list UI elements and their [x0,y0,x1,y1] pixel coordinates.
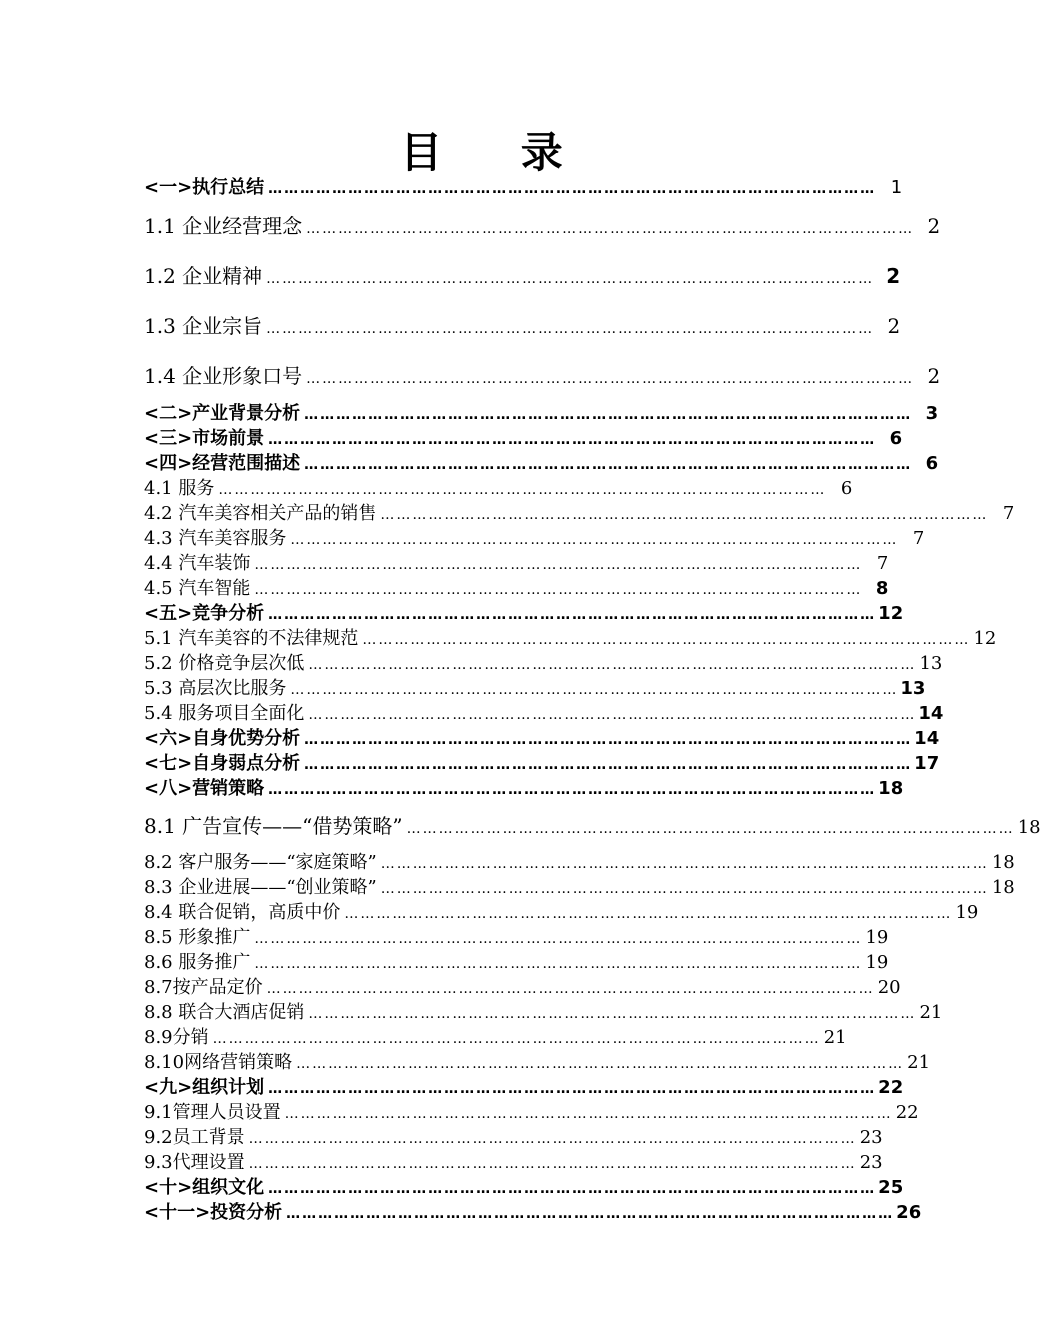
toc-entry-page: 6 [840,478,853,499]
toc-entry[interactable] [144,549,889,575]
toc-entry-page: 2 [887,314,901,338]
toc-entry[interactable] [144,774,904,800]
toc-entry[interactable] [144,424,903,450]
toc-entry-page: 6 [889,428,903,449]
toc-leader-dots: …………………………………………………………………………………………………… [254,931,863,947]
toc-leader-dots: …………………………………………………………………………………………………… [308,1006,917,1022]
toc-entry[interactable] [144,1148,883,1174]
toc-leader-dots: …………………………………………………………………………………………………… [308,707,917,723]
toc-leader-dots: …………………………………………………………………………………………………… [306,371,915,387]
toc-entry-label: <十一>投资分析 [144,1202,283,1223]
toc-entry[interactable] [144,873,1015,899]
toc-leader-dots: …………………………………………………………………………………………………… [266,321,875,337]
toc-entry-page: 13 [900,678,926,699]
toc-leader-dots: …………………………………………………………………………………………………… [290,682,899,698]
toc-leader-dots: …………………………………………………………………………………………………… [254,557,863,573]
toc-entry-page: 18 [878,778,904,799]
toc-leader-dots: …………………………………………………………………………………………………… [268,782,877,798]
toc-entry[interactable] [144,724,940,750]
toc-entry[interactable] [144,624,997,650]
toc-entry-page: 19 [865,927,889,948]
toc-entry-label: 1.1 企业经营理念 [144,214,303,238]
toc-entry[interactable] [144,1098,919,1124]
toc-entry-label: 8.9分销 [144,1027,209,1048]
toc-entry-label: 8.10网络营销策略 [144,1052,293,1073]
toc-entry-page: 26 [896,1202,922,1223]
toc-entry-label: <四>经营范围描述 [144,453,301,474]
toc-entry-label: 1.4 企业形象口号 [144,364,303,388]
toc-entry-label: 4.4 汽车装饰 [144,553,251,574]
toc-entry-label: 1.3 企业宗旨 [144,314,263,338]
toc-entry-page: 7 [876,553,889,574]
toc-entry[interactable] [144,674,926,700]
toc-entry[interactable] [144,998,943,1024]
toc-leader-dots: …………………………………………………………………………………………………… [286,1206,895,1222]
toc-entry-label: <六>自身优势分析 [144,728,301,749]
toc-entry-page: 20 [877,977,901,998]
toc-leader-dots: …………………………………………………………………………………………………… [344,906,953,922]
toc-entry-page: 21 [907,1052,931,1073]
toc-entry-page: 3 [925,403,939,424]
toc-entry-label: <二>产业背景分析 [144,403,301,424]
toc-entry-label: <五>竞争分析 [144,603,265,624]
toc-entry[interactable] [144,599,904,625]
toc-entry[interactable] [144,1123,883,1149]
toc-leader-dots: …………………………………………………………………………………………………… [304,407,913,423]
toc-entry[interactable] [144,449,939,475]
toc-entry-label: 1.2 企业精神 [144,264,263,288]
toc-leader-dots: …………………………………………………………………………………………………… [268,607,877,623]
toc-entry-page: 2 [886,264,901,288]
toc-entry-label: 8.6 服务推广 [144,952,251,973]
toc-entry[interactable] [144,1073,904,1099]
toc-entry-label: 4.5 汽车智能 [144,578,251,599]
toc-leader-dots: …………………………………………………………………………………………………… [306,221,915,237]
toc-entry-label: 8.8 联合大酒店促销 [144,1002,305,1023]
toc-leader-dots: …………………………………………………………………………………………………… [290,532,899,548]
toc-entry[interactable] [144,848,1015,874]
toc-entry-page: 14 [918,703,944,724]
toc-entry[interactable] [144,1198,922,1224]
toc-entry-page: 18 [991,877,1015,898]
toc-leader-dots: …………………………………………………………………………………………………… [248,1156,857,1172]
toc-entry[interactable] [144,474,853,500]
toc-entry-label: <七>自身弱点分析 [144,753,301,774]
toc-leader-dots: …………………………………………………………………………………………………… [268,181,877,197]
toc-entry-page: 19 [865,952,889,973]
toc-entry-label: 8.4 联合促销，高质中价 [144,902,341,923]
toc-entry-label: 4.1 服务 [144,478,215,499]
toc-entry-page: 8 [875,578,889,599]
toc-entry[interactable] [144,499,1015,525]
toc-leader-dots: …………………………………………………………………………………………………… [212,1031,821,1047]
toc-entry-page: 25 [878,1177,904,1198]
toc-entry[interactable] [144,260,901,289]
toc-entry-label: <十>组织文化 [144,1177,265,1198]
toc-leader-dots: …………………………………………………………………………………………………… [268,432,877,448]
toc-entry-label: 5.4 服务项目全面化 [144,703,305,724]
toc-entry[interactable] [144,399,939,425]
toc-leader-dots: …………………………………………………………………………………………………… [380,507,989,523]
toc-entry-label: 8.1 广告宣传——“借势策略” [144,814,403,838]
toc-entry-page: 2 [927,364,941,388]
toc-entry[interactable] [144,699,944,725]
toc-entry[interactable] [144,210,941,239]
toc-entry-label: 9.1管理人员设置 [144,1102,281,1123]
toc-entry[interactable] [144,973,901,999]
toc-leader-dots: …………………………………………………………………………………………………… [362,632,971,648]
toc-entry[interactable] [144,173,903,199]
toc-leader-dots: …………………………………………………………………………………………………… [254,956,863,972]
toc-entry[interactable] [144,310,901,339]
toc-entry-page: 14 [914,728,940,749]
toc-leader-dots: …………………………………………………………………………………………………… [218,482,827,498]
toc-entry-label: 9.3代理设置 [144,1152,245,1173]
toc-entry-page: 18 [991,852,1015,873]
toc-entry-label: <一>执行总结 [144,177,265,198]
toc-entry[interactable] [144,1173,904,1199]
toc-entry-label: <九>组织计划 [144,1077,265,1098]
toc-entry-page: 6 [925,453,939,474]
toc-entry-page: 17 [914,753,940,774]
toc-entry[interactable] [144,749,940,775]
toc-leader-dots: …………………………………………………………………………………………………… [380,881,989,897]
toc-leader-dots: …………………………………………………………………………………………………… [266,981,875,997]
toc-entry-page: 23 [859,1127,883,1148]
toc-entry[interactable] [144,360,941,389]
toc-entry-page: 22 [878,1077,904,1098]
toc-entry-page: 7 [1002,503,1015,524]
toc-entry-label: 8.5 形象推广 [144,927,251,948]
toc-entry-label: <三>市场前景 [144,428,265,449]
toc-leader-dots: …………………………………………………………………………………………………… [308,657,917,673]
toc-entry-label: 8.7按产品定价 [144,977,263,998]
toc-entry-label: 4.2 汽车美容相关产品的销售 [144,503,377,524]
toc-entry[interactable] [144,1048,931,1074]
toc-leader-dots: …………………………………………………………………………………………………… [284,1106,893,1122]
toc-entry-page: 2 [927,214,941,238]
toc-entry-page: 21 [823,1027,847,1048]
toc-entry-page: 23 [859,1152,883,1173]
toc-entry-label: 4.3 汽车美容服务 [144,528,287,549]
toc-leader-dots: …………………………………………………………………………………………………… [248,1131,857,1147]
toc-leader-dots: …………………………………………………………………………………………………… [268,1081,877,1097]
toc-entry-page: 1 [890,177,903,198]
toc-entry[interactable] [144,649,943,675]
toc-entry-page: 12 [878,603,904,624]
toc-leader-dots: …………………………………………………………………………………………………… [304,757,913,773]
toc-entry-label: 8.3 企业进展——“创业策略” [144,877,377,898]
toc-entry-page: 22 [895,1102,919,1123]
toc-entry-page: 12 [973,628,997,649]
toc-entry-label: 5.2 价格竞争层次低 [144,653,305,674]
toc-entry-label: <八>营销策略 [144,778,265,799]
toc-entry[interactable] [144,923,889,949]
toc-entry-page: 7 [912,528,925,549]
toc-entry[interactable] [144,810,1041,839]
toc-leader-dots: …………………………………………………………………………………………………… [268,1181,877,1197]
toc-entry-page: 18 [1017,817,1041,838]
toc-entry[interactable] [144,524,925,550]
toc-leader-dots: …………………………………………………………………………………………………… [254,582,863,598]
toc-entry-label: 9.2员工背景 [144,1127,245,1148]
toc-entry-page: 19 [955,902,979,923]
toc-leader-dots: …………………………………………………………………………………………………… [296,1056,905,1072]
toc-leader-dots: …………………………………………………………………………………………………… [380,856,989,872]
toc-leader-dots: …………………………………………………………………………………………………… [304,457,913,473]
toc-entry-label: 5.3 高层次比服务 [144,678,287,699]
toc-entry[interactable] [144,898,979,924]
toc-entry[interactable] [144,1023,847,1049]
toc-entry-label: 8.2 客户服务——“家庭策略” [144,852,377,873]
toc-leader-dots: …………………………………………………………………………………………………… [266,271,875,287]
toc-entry[interactable] [144,948,889,974]
toc-entry-page: 13 [919,653,943,674]
toc-entry-label: 5.1 汽车美容的不法律规范 [144,628,359,649]
toc-entry[interactable] [144,574,889,600]
toc-leader-dots: …………………………………………………………………………………………………… [304,732,913,748]
toc-entry-page: 21 [919,1002,943,1023]
toc-leader-dots: …………………………………………………………………………………………………… [406,821,1015,837]
page-title: 目 录 [400,128,595,177]
